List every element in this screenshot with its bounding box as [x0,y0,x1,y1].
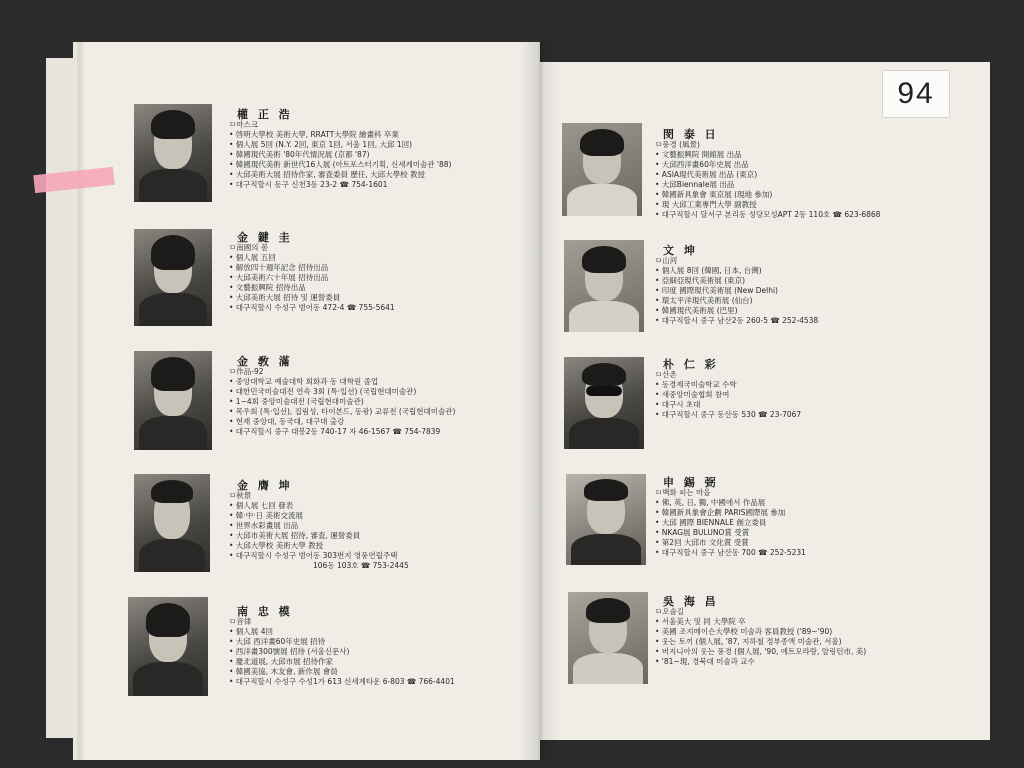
detail-line: • 大邱西洋畫60年史展 出品 [655,160,749,169]
artist-details [655,370,801,420]
detail-line: • 文藝振興院 招待出品 [229,283,306,292]
artist-portrait [134,104,212,202]
detail-line: • 解放四十週年記念 招待出品 [229,263,329,272]
detail-line: ㅁ作品-92 [229,367,264,376]
detail-line: • 大邱美術六十年展 招待出品 [229,273,329,282]
detail-line: • 대구직할시 수성구 수성1가 613 신세계타운 6-803 ☎ 766-4401 [229,677,455,686]
detail-line: • 環太平洋現代美術展 (仙台) [655,296,753,305]
artist-details [229,617,455,687]
detail-line: • 韓國現代美術展 (巴里) [655,306,738,315]
detail-line: ㅁ백화 피는 마을 [655,488,711,497]
artist-portrait [564,240,644,332]
detail-line: • 현재 중앙대, 동국대, 대구대 출강 [229,417,345,426]
artist-portrait [128,597,208,696]
artist-portrait [134,351,212,450]
artist-name: 吳 海 昌 [663,595,719,608]
detail-line: • 世界水彩畫展 出品 [229,521,299,530]
artist-name: 金 敎 滿 [237,355,293,368]
detail-line: • ASIA現代美術展 出品 (東京) [655,170,758,179]
artist-details [655,256,818,326]
detail-line: • 대구직할시 중구 남산2동 260-5 ☎ 252-4538 [655,316,819,325]
artist-name: 閔 泰 日 [663,128,719,141]
detail-line: • 大邱Biennale展 出品 [655,180,735,189]
artist-name: 金 鍵 圭 [237,231,293,244]
detail-line: ㅁ南國의 봄 [229,243,269,252]
page-number-label: 94 [882,70,950,118]
artist-details [229,243,395,313]
detail-line: • 大邱 國際 BIENNALE 創立委員 [655,518,767,527]
detail-line: • 個人展 8回 (韓國, 日本, 台灣) [655,266,762,275]
detail-line: • 목우회 (특·입선), 집림성, 타이본드, 동광) 교류전 (국립현대미술관) [229,407,456,416]
detail-line: • 서울美大 및 同 大學院 卒 [655,617,746,626]
detail-line: • 大邱美術大展 招待 및 運營委員 [229,293,341,302]
artist-name: 朴 仁 彩 [663,358,719,371]
detail-line: • '81~現, 경북대 미술과 교수 [655,657,755,666]
detail-line: 106동 103호 ☎ 753-2445 [313,561,409,570]
detail-line: ㅁ마스크 [229,120,258,129]
detail-line: • 第2回 大邱市 文化賞 受賞 [655,538,749,547]
artist-name: 申 錫 弼 [663,476,719,489]
detail-line: • 韓國新具象會 東京展 (現地 參加) [655,190,773,199]
detail-line: • 대구시 초대 [655,400,701,409]
detail-line: • 現 大邱工業專門大學 副教授 [655,200,757,209]
detail-line: ㅁ音律 [229,617,252,626]
detail-line: • 文藝振興院 開館展 出品 [655,150,742,159]
detail-line: • 大邱大學校 美術大學 教授 [229,541,324,550]
artist-details [229,367,455,437]
page-edge-stack [46,58,83,738]
detail-line: ㅁ오솔길 [655,607,684,616]
detail-line: • 佛, 英, 日, 獨, 中國에서 作品展 [655,498,766,507]
artist-details [655,140,880,220]
detail-line: ㅁ秋景 [229,491,252,500]
artist-name: 權 正 浩 [237,108,293,121]
detail-line: • NKAG展 BULUNO賞 受賞 [655,528,750,537]
detail-line: • 韓國現代美術 '80年代情況展 (京都 '87) [229,150,370,159]
artist-details [229,120,451,190]
detail-line: • 個人展 七回 發表 [229,501,294,510]
artist-portrait [134,229,212,326]
detail-line: • 대구직할시 중구 동산동 530 ☎ 23-7067 [655,410,802,419]
detail-line: • 韓國新具象會企劃 PARIS國際展 參加 [655,508,786,517]
artist-portrait [566,474,646,565]
detail-line: • 美國 조지메이슨大學校 미술과 客員教授 ('89~'90) [655,627,833,636]
artist-portrait [134,474,210,572]
book-gutter [520,42,560,760]
detail-line: • 慶北道展, 大邱市展 招待作家 [229,657,333,666]
detail-line: • 個人展 4回 [229,627,273,636]
artist-name: 金 膺 坤 [237,479,293,492]
detail-line: • 韓國現代美術 新世代16人展 (아트포스터기획, 신세계미술관 '88) [229,160,452,169]
detail-line: ㅁ풍경 (風景) [655,140,700,149]
artist-details [655,607,866,667]
detail-line: • 대구직할시 수성구 범어동 303번지 영풍연립주택 [229,551,398,560]
detail-line: • 웃는 토끼 (個人展, '87, 지하철 정부종액 미술관, 서울) [655,637,842,646]
artist-portrait [568,592,648,684]
detail-line: ㅁ산촌 [655,370,677,379]
detail-line: • 대구직할시 동구 신천3동 23-2 ☎ 754-1601 [229,180,388,189]
detail-line: • 중앙대학교 예술대학 회화과 동 대학원 졸업 [229,377,379,386]
artist-name: 文 坤 [663,244,698,257]
detail-line: • 西洋畫300號展 招待 (서울신문사) [229,647,350,656]
detail-line: • 大邱 西洋畫60年史展 招待 [229,637,326,646]
detail-line: • 동경제국미술학교 수학 [655,380,737,389]
detail-line: • 대한민국미술대전 연속 3회 (특·입선) (국립현대미술관) [229,387,417,396]
detail-line: • 大邱市美術大展 招待, 審査, 運營委員 [229,531,361,540]
artist-portrait [562,123,642,216]
detail-line: • 印度 國際現代美術展 (New Delhi) [655,286,778,295]
detail-line: • 대구직할시 수성구 범어동 472-4 ☎ 755-5641 [229,303,395,312]
detail-line: • 亞細亞現代美術展 (東京) [655,276,746,285]
detail-line: • 韓國美協, 木友會, 新作展 會員 [229,667,338,676]
detail-line: • 個人展 5回 (N.Y. 2回, 東京 1回, 서울 1回, 大邱 1回) [229,140,413,149]
detail-line: • 대구직할시 달서구 본리동 성당모성APT 2동 110호 ☎ 623-6868 [655,210,881,219]
detail-line: • 대구직할시 중구 남산동 700 ☎ 252-5231 [655,548,806,557]
artist-details [229,491,409,571]
detail-line: • 啓明大學校 美術大學, RRATT大學院 繪畫科 卒業 [229,130,399,139]
detail-line: ㅁ山河 [655,256,678,265]
detail-line: • 個人展 五回 [229,253,276,262]
detail-line: • 1~4회 중앙미술대전 (국립현대미술관) [229,397,364,406]
detail-line: • 大邱美術大展 招待作家, 審査委員 歷任, 大邱大學校 教授 [229,170,425,179]
artist-name: 南 忠 模 [237,605,293,618]
detail-line: • 韓·中·日 美術交流展 [229,511,303,520]
artist-details [655,488,806,558]
detail-line: • 버지니아의 웃는 풍경 (個人展, '90, 에트모라랑, 알링턴市, 美) [655,647,867,656]
detail-line: • 대구직할시 중구 대봉2동 740-17 자 46-1567 ☎ 754-7839 [229,427,441,436]
detail-line: • 새중앙미술협회 참여 [655,390,730,399]
artist-portrait [564,357,644,449]
